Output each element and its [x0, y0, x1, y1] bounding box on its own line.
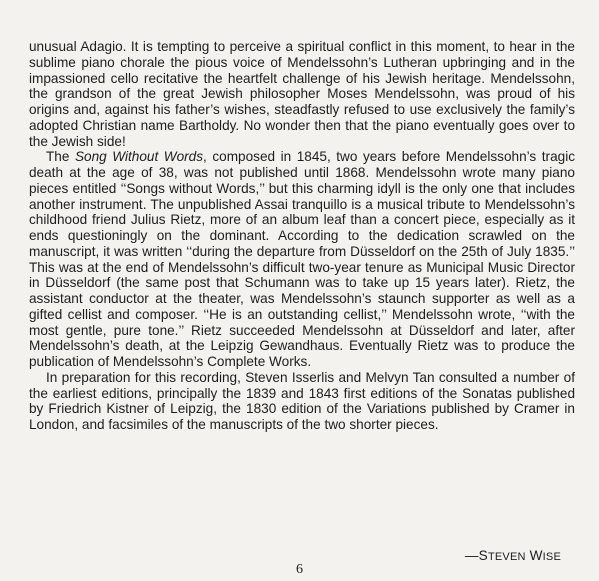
- paragraph-2-rest: , composed in 1845, two years before Mendelssohn’s tragic death at the age of 38, was not published until 1868. Mendelssohn wrote many piano pieces entitled ‘‘Songs without Words,’’ but this charming idyll is the only one that includes another instrument. The unpublished Assai tranquillo is a musical tribute to Mendelssohn’s childhood friend Julius Rietz, more of an album leaf than a concert piece, especially as it ends questioningly on the dominant. According to the dedication scrawled on the manuscript, it was written ‘‘during the departure from Düsseldorf on the 25th of July 1835.’’ This was at the end of Mendelssohn’s difficult two-year tenure as Municipal Music Director in Düsseldorf (the same post that Schumann was to take up 15 years later). Rietz, the assistant conductor at the theater, was Mendelssohn’s staunch supporter as well as a gifted cellist and composer. ‘‘He is an outstanding cellist,’’ Mendelssohn wrote, ‘‘with the most gentle, pure tone.’’ Rietz succeeded Mendelssohn at Düsseldorf and later, after Mendelssohn’s death, at the Leipzig Gewandhaus. Eventually Rietz was to produce the publication of Mendelssohn’s Complete Works.: [29, 149, 576, 369]
- signature-dash: —: [464, 548, 479, 563]
- page-number: 6: [296, 562, 303, 577]
- paragraph-recording-preparation: In preparation for this recording, Steven Isserlis and Melvyn Tan consulted a number of the earliest editions, principally the 1839 and 1843 first editions of the Sonatas published by Friedrich Kistner of Leipzig, the 1830 edition of the Variations published by Cramer in London, and facsimiles of the manuscripts of the two shorter pieces.: [29, 369, 575, 432]
- work-title-italic: Song Without Words: [74, 149, 204, 165]
- signature-rest-first: TEVEN: [487, 551, 526, 563]
- author-signature: [465, 548, 561, 563]
- signature-initial-first: S: [478, 548, 488, 563]
- paragraph-2-intro: The: [46, 149, 75, 165]
- signature-initial-last: W: [529, 548, 543, 563]
- liner-notes-text: [29, 39, 575, 433]
- paragraph-adagio: unusual Adagio. It is tempting to perceive a spiritual conflict in this moment, to hear in the sublime piano chorale the pious voice of Mendelssohn’s Lutheran upbringing and in the impassioned cello recitative the heartfelt challenge of his Jewish heritage. Mendelssohn, the grandson of the great Jewish philosopher Moses Mendelssohn, was proud of his origins and, against his father’s wishes, steadfastly refused to use exclusively the family’s adopted Christian name Bartholdy. No wonder then that the piano eventually goes over to the Jewish side!: [29, 39, 575, 149]
- signature-rest-last: ISE: [542, 551, 561, 563]
- paragraph-song-without-words: [29, 149, 575, 370]
